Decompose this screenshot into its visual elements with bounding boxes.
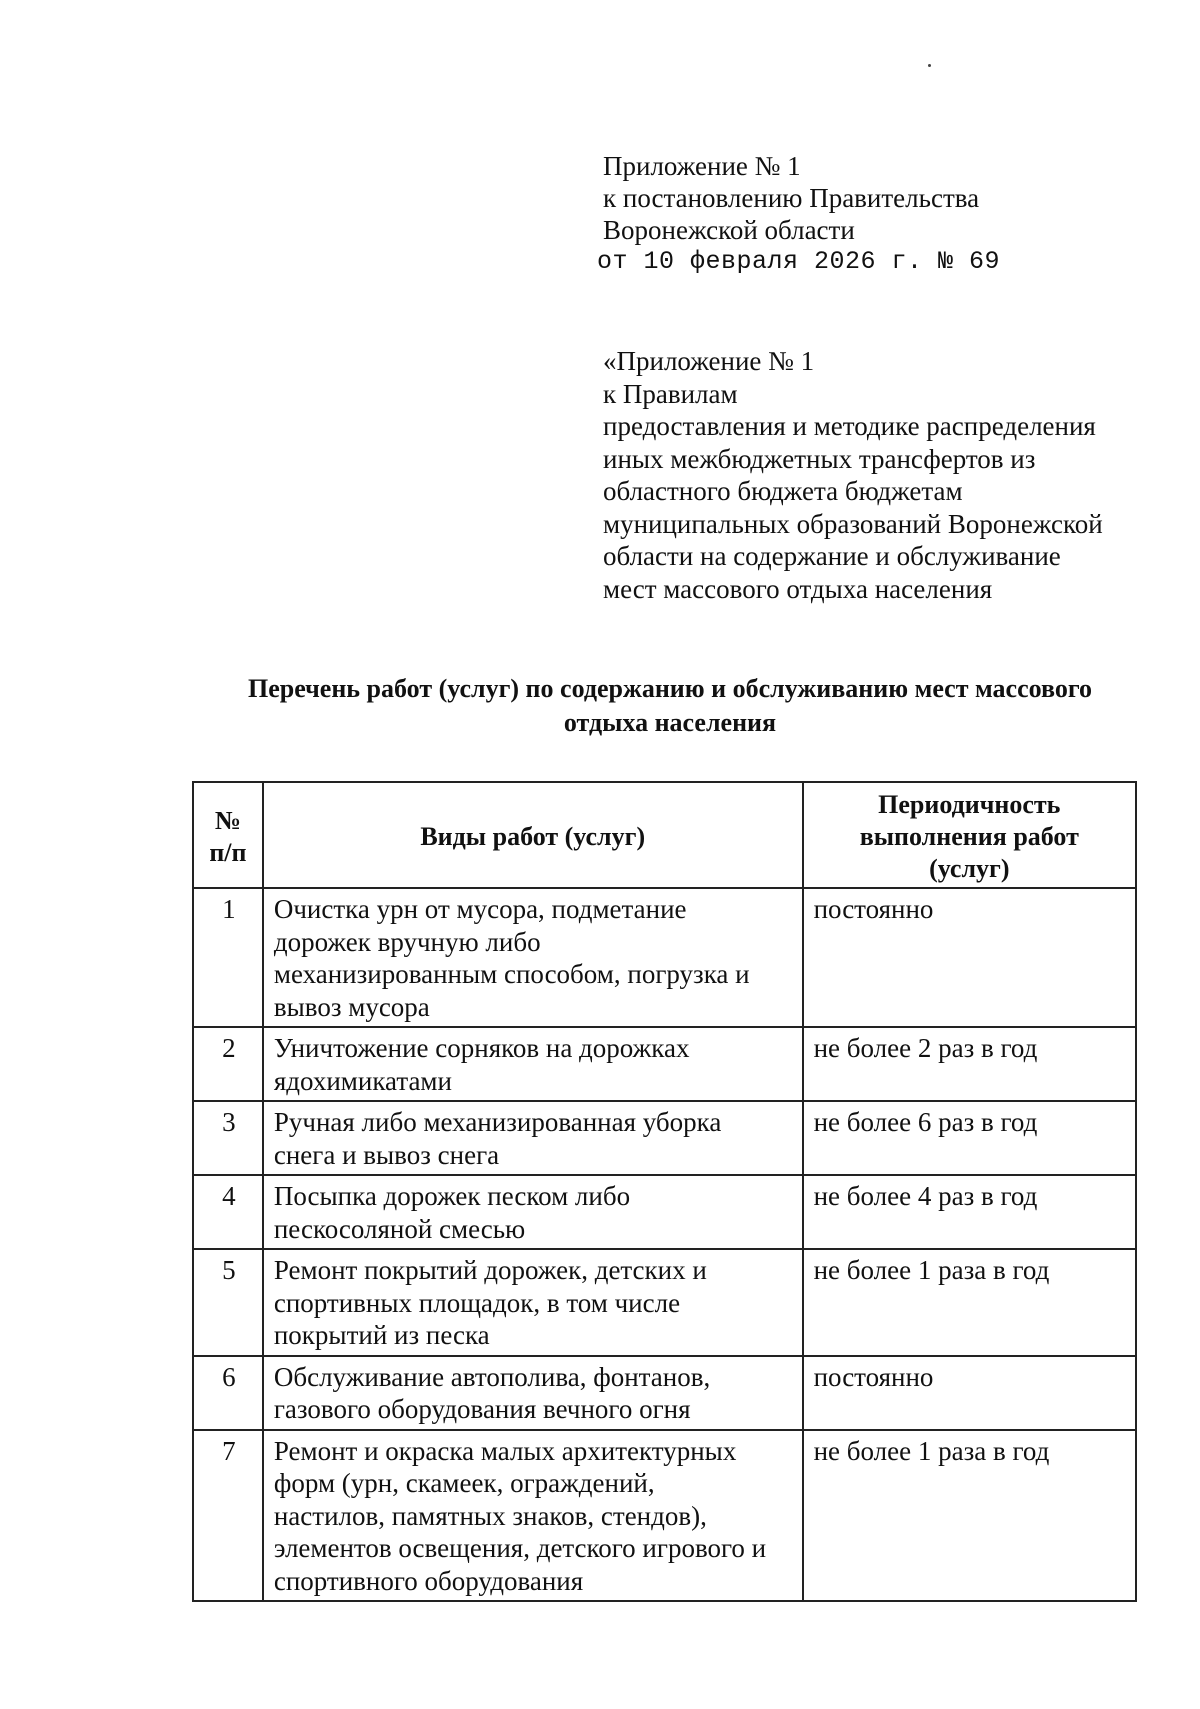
table-row xyxy=(193,1101,1136,1175)
work-line: Уничтожение сорняков на дорожках xyxy=(273,1033,690,1063)
work-periodicity: постоянно xyxy=(803,888,1136,1027)
document-title xyxy=(180,672,1160,740)
work-line: Обслуживание автополива, фонтанов, xyxy=(273,1361,711,1392)
row-number: 3 xyxy=(193,1101,263,1175)
works-table xyxy=(192,781,1137,1602)
row-number: 7 xyxy=(193,1430,263,1602)
header-period xyxy=(803,782,1136,888)
table-row xyxy=(193,1249,1136,1356)
row-number: 2 xyxy=(193,1027,263,1101)
work-periodicity: не более 4 раз в год xyxy=(803,1175,1136,1249)
appendix-header xyxy=(597,150,1001,278)
work-description xyxy=(263,1356,803,1430)
work-periodicity: не более 1 раза в год xyxy=(803,1430,1136,1602)
table-header-row xyxy=(193,782,1136,888)
header-num-line: № xyxy=(214,806,241,835)
work-line: вывоз мусора xyxy=(273,991,430,1022)
rules-line: предоставления и методике распределения xyxy=(603,411,1096,441)
row-number: 1 xyxy=(193,888,263,1027)
work-line: снега и вывоз снега xyxy=(273,1139,500,1170)
work-description xyxy=(263,1175,803,1249)
table-row xyxy=(193,1356,1136,1430)
work-line: элементов освещения, детского игрового и xyxy=(273,1533,767,1563)
work-line: Посыпка дорожек песком либо xyxy=(273,1181,631,1211)
table-row xyxy=(193,1430,1136,1602)
appendix-line: Приложение № 1 xyxy=(603,151,801,181)
work-description xyxy=(263,1101,803,1175)
work-line: спортивных площадок, в том числе xyxy=(273,1287,681,1318)
row-number: 6 xyxy=(193,1356,263,1430)
work-periodicity: постоянно xyxy=(803,1356,1136,1430)
header-num-line: п/п xyxy=(209,838,247,867)
appendix-line: к постановлению Правительства xyxy=(603,183,980,213)
appendix-line: Воронежской области xyxy=(603,215,855,245)
work-line: газового оборудования вечного огня xyxy=(273,1394,691,1424)
rules-line: «Приложение № 1 xyxy=(603,346,815,376)
table-row xyxy=(193,1175,1136,1249)
header-num xyxy=(193,782,263,888)
rules-line: к Правилам xyxy=(603,378,738,409)
work-description xyxy=(263,1027,803,1101)
work-description xyxy=(263,1430,803,1602)
work-line: дорожек вручную либо xyxy=(273,926,541,957)
row-number: 4 xyxy=(193,1175,263,1249)
rules-line: области на содержание и обслуживание xyxy=(603,541,1061,571)
header-period-line: (услуг) xyxy=(929,854,1010,883)
work-periodicity: не более 2 раз в год xyxy=(803,1027,1136,1101)
work-line: Ремонт и окраска малых архитектурных xyxy=(273,1435,737,1466)
row-number: 5 xyxy=(193,1249,263,1356)
table-row xyxy=(193,1027,1136,1101)
header-works: Виды работ (услуг) xyxy=(263,782,803,888)
work-line: форм (урн, скамеек, ограждений, xyxy=(273,1468,655,1498)
work-description xyxy=(263,1249,803,1356)
title-line: Перечень работ (услуг) по содержанию и обслуживанию мест массового xyxy=(248,674,1092,703)
title-line: отдыха населения xyxy=(563,708,777,737)
work-periodicity: не более 1 раза в год xyxy=(803,1249,1136,1356)
work-periodicity: не более 6 раз в год xyxy=(803,1101,1136,1175)
work-description xyxy=(263,888,803,1027)
work-line: спортивного оборудования xyxy=(273,1565,584,1596)
decree-date-number: от 10 февраля 2026 г. № 69 xyxy=(597,247,1001,276)
work-line: настилов, памятных знаков, стендов), xyxy=(273,1500,707,1531)
scan-speck xyxy=(928,64,931,67)
header-period-line: выполнения работ xyxy=(859,822,1079,851)
rules-line: областного бюджета бюджетам xyxy=(603,476,963,506)
work-line: Ремонт покрытий дорожек, детских и xyxy=(273,1255,707,1285)
work-line: Ручная либо механизированная уборка xyxy=(273,1107,722,1137)
header-period-line: Периодичность xyxy=(878,790,1061,819)
rules-line: мест массового отдыха населения xyxy=(603,573,993,604)
work-line: Очистка урн от мусора, подметание xyxy=(273,894,687,924)
rules-line: муниципальных образований Воронежской xyxy=(603,508,1103,539)
work-line: пескосоляной смесью xyxy=(273,1213,526,1244)
work-line: ядохимикатами xyxy=(273,1065,452,1096)
rules-line: иных межбюджетных трансфертов из xyxy=(603,443,1036,474)
work-line: механизированным способом, погрузка и xyxy=(273,959,750,989)
rules-appendix-block xyxy=(603,345,1163,605)
work-line: покрытий из песка xyxy=(273,1320,490,1350)
table-row xyxy=(193,888,1136,1027)
